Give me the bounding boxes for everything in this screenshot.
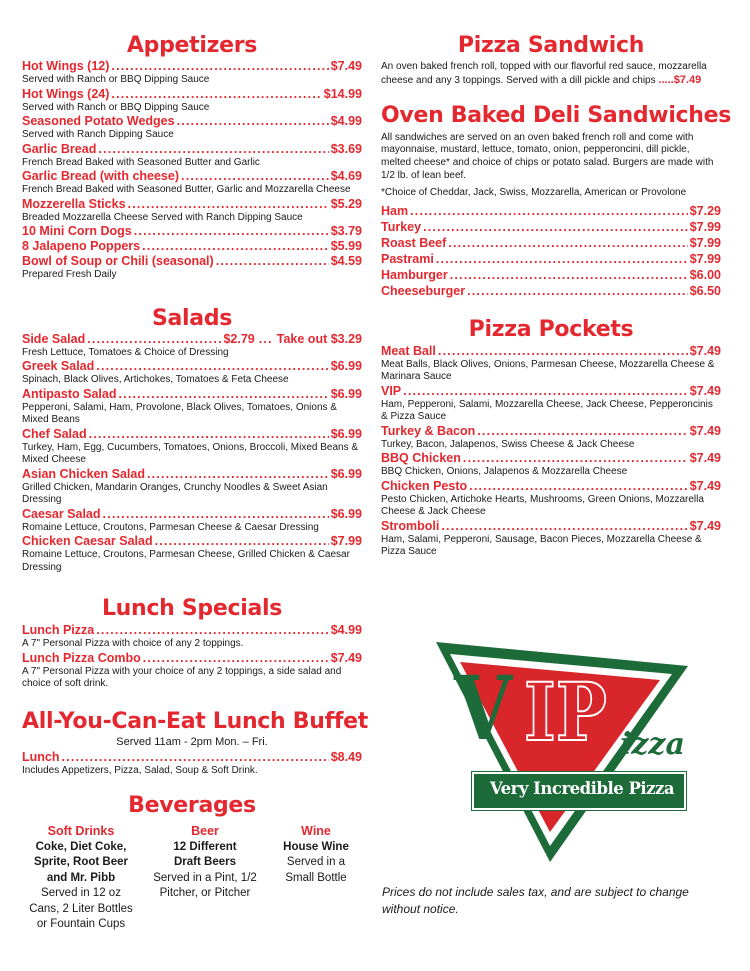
item-desc: Served with Ranch or BBQ Dipping Sauce [22, 101, 210, 113]
item-price: $7.29 [689, 203, 721, 218]
menu-item [381, 283, 721, 299]
menu-entry [381, 219, 721, 235]
menu-item [22, 467, 362, 482]
deli-desc: All sandwiches are served on an oven baked french roll and come with mayonnaise, mustard, lettuce, tomato, onion, pepperoncini, dill pickle, melted cheese* and choice of chips or potato salad. Burgers are made with 1/2 lb. of lean beef. [381, 131, 714, 181]
menu-entry [381, 251, 721, 267]
menu-item [22, 534, 362, 549]
item-desc: Pepperoni, Salami, Ham, Provolone, Black Olives, Tomatoes, Onions & Mixed Beans [22, 401, 337, 425]
item-name: Cheeseburger [381, 283, 466, 298]
menu-item [22, 359, 362, 374]
menu-entry [22, 224, 362, 239]
item-name: BBQ Chicken [381, 451, 461, 466]
leader-dots [469, 479, 688, 494]
menu-item [381, 203, 721, 219]
item-price: $7.99 [330, 534, 362, 548]
menu-entry [22, 651, 362, 691]
menu-entry [381, 235, 721, 251]
menu-entry [22, 623, 362, 651]
leader-dots [98, 142, 328, 157]
menu-entry [22, 254, 362, 282]
menu-entry [22, 87, 362, 115]
beverage-item: Coke, Diet Coke, [35, 840, 127, 853]
menu-entry [22, 507, 362, 535]
item-price: $2.79 [223, 331, 255, 346]
item-name: Turkey & Bacon [381, 423, 476, 438]
menu-item [22, 239, 362, 254]
leader-dots [410, 203, 688, 219]
item-name: VIP [381, 383, 402, 398]
menu-item [22, 507, 362, 522]
leader-dots [467, 283, 688, 299]
buffet-item [22, 750, 362, 778]
salad-list [22, 359, 362, 574]
deli-title: Oven Baked Deli Sandwiches [381, 102, 732, 128]
item-price: $7.49 [689, 383, 721, 398]
pockets-title: Pizza Pockets [468, 316, 634, 342]
menu-entry [22, 169, 362, 197]
menu-entry [381, 451, 721, 479]
item-name: Lunch [22, 749, 60, 764]
menu-entry [22, 427, 362, 467]
item-desc: Meat Balls, Black Olives, Onions, Parmesan Cheese, Mozzarella Cheese & Marinara Sauce [381, 358, 715, 383]
beverage-beer [146, 824, 264, 933]
menu-item [22, 332, 362, 347]
menu-item [381, 519, 721, 534]
item-price: $6.00 [689, 267, 721, 282]
menu-item [22, 169, 362, 184]
side-salad [22, 332, 362, 360]
beverage-serving: Served in a Pint, 1/2 [153, 871, 257, 884]
left-column [22, 0, 368, 933]
menu-item [22, 651, 362, 666]
menu-entry [22, 534, 362, 574]
item-price: $7.99 [689, 251, 721, 266]
item-desc: Ham, Salami, Pepperoni, Sausage, Bacon Pieces, Mozzarella Cheese & Pizza Sauce [381, 533, 702, 558]
item-name: Chicken Caesar Salad [22, 534, 153, 548]
item-name: 10 Mini Corn Dogs [22, 224, 132, 238]
item-name: Turkey [381, 219, 422, 234]
menu-item [381, 344, 721, 359]
item-price: $7.49 [689, 518, 721, 533]
item-name: Roast Beef [381, 235, 447, 250]
item-name: Seasoned Potato Wedges [22, 114, 175, 128]
item-price: $6.99 [330, 506, 362, 521]
menu-entry [22, 467, 362, 507]
takeout-price: Take out $3.29 [276, 331, 362, 346]
item-desc: French Bread Baked with Seasoned Butter, Garlic and Mozzarella Cheese [22, 184, 351, 195]
item-desc: Served with Ranch or BBQ Dipping Sauce [22, 74, 210, 85]
item-price: $7.49 [689, 343, 721, 358]
menu-entry [381, 267, 721, 283]
beverage-serving: Small Bottle [285, 871, 347, 884]
price-notice: Prices do not include sales tax, and are subject to change without notice. [382, 885, 689, 916]
logo-tagline: Very Incredible Pizza [489, 779, 675, 798]
logo-izza: izza [620, 727, 685, 762]
menu-item [22, 114, 362, 129]
menu-entry [381, 203, 721, 219]
menu-item [22, 224, 362, 239]
beverage-item: and Mr. Pibb [46, 871, 116, 884]
deli-note: *Choice of Cheddar, Jack, Swiss, Mozzarella, American or Provolone [381, 186, 687, 198]
item-price: $7.49 [689, 478, 721, 493]
item-name: Chef Salad [22, 426, 87, 441]
item-name: Hot Wings (12) [22, 59, 110, 73]
buffet-hours: Served 11am - 2pm Mon. – Fri. [116, 735, 268, 748]
leader-dots [134, 224, 329, 239]
item-name: Stromboli [381, 518, 440, 533]
item-price: $8.49 [330, 749, 362, 764]
menu-item [381, 451, 721, 466]
item-price: $3.69 [330, 141, 362, 156]
leader-dots [423, 219, 688, 235]
leader-dots [142, 239, 329, 254]
right-column [381, 0, 732, 559]
lunch-list [22, 623, 362, 691]
item-price: $7.49 [689, 423, 721, 438]
menu-entry [381, 479, 721, 519]
beverage-wine [270, 824, 362, 933]
menu-entry [22, 59, 362, 87]
logo-letter-v: V [454, 656, 513, 760]
leader-dots [147, 467, 329, 482]
beverage-serving: Cans, 2 Liter Bottles [29, 902, 133, 915]
beverage-heading: Beer [191, 824, 219, 838]
item-price: $14.99 [323, 86, 362, 101]
item-price: $6.99 [330, 359, 362, 373]
item-price: $4.69 [330, 169, 362, 183]
pizza-sandwich-desc [381, 61, 721, 88]
leader-dots [441, 519, 687, 534]
item-name: Side Salad [22, 331, 86, 346]
menu-entry [22, 197, 362, 225]
leader-dots [143, 651, 329, 666]
item-name: Hot Wings (24) [22, 86, 110, 101]
beverage-item: House Wine [283, 840, 349, 853]
leader-dots [477, 424, 687, 439]
beverage-serving: or Fountain Cups [36, 918, 126, 930]
deli-list [381, 203, 721, 299]
item-price: $3.79 [330, 224, 362, 238]
lunch-title: Lunch Specials [101, 596, 283, 621]
leader-dots [87, 332, 221, 347]
leader-dots [96, 623, 328, 638]
item-desc: Includes Appetizers, Pizza, Salad, Soup & Soft Drink. [22, 764, 258, 776]
leader-dots [436, 251, 688, 267]
menu-entry [22, 239, 362, 254]
item-name: Lunch Pizza Combo [22, 650, 141, 665]
menu-item [22, 87, 362, 102]
item-price: $6.50 [689, 283, 721, 298]
item-price: $4.99 [330, 114, 362, 128]
item-name: Lunch Pizza [22, 623, 95, 637]
item-name: Chicken Pesto [381, 478, 468, 493]
pizza-sandwich-text: An oven baked french roll, topped with our flavorful red sauce, mozzarella cheese and any 3 toppings. Served with a dill pickle and chips [381, 61, 707, 86]
item-price: $7.99 [689, 219, 721, 234]
item-name: Mozzerella Sticks [22, 196, 126, 211]
item-price: $4.59 [330, 254, 362, 268]
menu-item [22, 387, 362, 402]
menu-item [381, 384, 721, 399]
item-price: $5.29 [330, 196, 362, 211]
pocket-list [381, 344, 721, 559]
menu-entry [381, 519, 721, 559]
item-desc: BBQ Chicken, Onions, Jalapenos & Mozzarella Cheese [381, 466, 628, 478]
leader-dots [463, 451, 688, 466]
item-name: Greek Salad [22, 359, 95, 373]
item-desc: Grilled Chicken, Mandarin Oranges, Crunchy Noodles & Sweet Asian Dressing [22, 481, 328, 505]
leader-dots [96, 359, 328, 374]
item-price: $6.99 [330, 386, 362, 401]
item-desc: Pesto Chicken, Artichoke Hearts, Mushrooms, Green Onions, Mozzarella Cheese & Jack Cheese [381, 493, 704, 518]
item-name: Antipasto Salad [22, 386, 117, 401]
item-desc: Romaine Lettuce, Croutons, Parmesan Cheese & Caesar Dressing [22, 521, 319, 533]
leader-dots: ... [258, 331, 273, 346]
item-desc: Turkey, Bacon, Jalapenos, Swiss Cheese & Jack Cheese [381, 438, 635, 450]
logo-letters-ip: IP [524, 665, 607, 759]
menu-item [22, 623, 362, 638]
menu-entry [22, 387, 362, 427]
item-name: Asian Chicken Salad [22, 466, 145, 481]
item-desc: A 7" Personal Pizza with choice of any 2 toppings. [22, 638, 244, 649]
beverage-serving: Served in 12 oz [41, 887, 121, 899]
menu-entry [381, 283, 721, 299]
menu-item [381, 235, 721, 251]
menu-entry [381, 424, 721, 452]
item-name: Bowl of Soup or Chili (seasonal) [22, 254, 214, 268]
item-desc: Breaded Mozzarella Cheese Served with Ranch Dipping Sauce [22, 211, 303, 223]
leader-dots [181, 169, 329, 184]
menu-item [381, 251, 721, 267]
leader-dots [450, 267, 688, 283]
item-desc: Prepared Fresh Daily [22, 269, 117, 280]
item-price: $6.99 [330, 426, 362, 441]
menu-item [381, 479, 721, 494]
item-price: $7.49 [689, 451, 721, 466]
item-name: Garlic Bread [22, 141, 97, 156]
item-desc: Turkey, Ham, Egg, Cucumbers, Tomatoes, Onions, Broccoli, Mixed Beans & Mixed Cheese [22, 441, 359, 465]
menu-item [22, 427, 362, 442]
leader-dots [103, 507, 329, 522]
item-price: $5.99 [330, 239, 362, 253]
menu-entry [381, 384, 721, 424]
beverage-heading: Wine [301, 824, 331, 838]
beverages-title: Beverages [128, 793, 256, 818]
item-price: $6.99 [330, 466, 362, 481]
pizza-sandwich-title: Pizza Sandwich [457, 33, 645, 58]
menu-item [22, 254, 362, 269]
item-desc: A 7" Personal Pizza with your choice of any 2 toppings, a side salad and choice of soft drink. [22, 665, 342, 689]
item-desc: Ham, Pepperoni, Salami, Mozzarella Cheese, Jack Cheese, Pepperoncinis & Pizza Sauce [381, 398, 713, 423]
menu-item [22, 750, 362, 765]
item-name: Hamburger [381, 267, 448, 282]
item-desc: French Bread Baked with Seasoned Butter and Garlic [22, 156, 260, 168]
leader-dots [111, 87, 321, 102]
item-name: Garlic Bread (with cheese) [22, 169, 180, 183]
beverage-serving: Pitcher, or Pitcher [159, 887, 251, 899]
leader-dots [177, 114, 329, 129]
menu-item [22, 59, 362, 74]
item-desc: Romaine Lettuce, Croutons, Parmesan Cheese, Grilled Chicken & Caesar Dressing [22, 549, 350, 573]
pizza-sandwich-price: $7.49 [673, 73, 702, 86]
item-name: Meat Ball [381, 343, 436, 358]
leader-dots [438, 344, 688, 359]
menu-item [381, 267, 721, 283]
item-desc: Fresh Lettuce, Tomatoes & Choice of Dressing [22, 346, 229, 358]
leader-dots [403, 384, 688, 399]
beverage-item: Draft Beers [174, 856, 236, 868]
item-name: 8 Jalapeno Poppers [22, 239, 141, 253]
leader-dots [118, 387, 328, 402]
leader-dots [62, 750, 329, 765]
leader-dots [155, 534, 329, 549]
item-name: Ham [381, 203, 409, 218]
vip-pizza-logo [432, 636, 692, 866]
item-name: Pastrami [381, 251, 434, 266]
item-price: $7.49 [330, 650, 362, 665]
beverage-row [22, 824, 362, 933]
appetizers-title: Appetizers [126, 33, 258, 58]
menu-item [22, 142, 362, 157]
menu-entry [22, 142, 362, 170]
item-price: $7.49 [330, 59, 362, 73]
leader-dots [448, 235, 687, 251]
leader-dots [216, 254, 329, 269]
menu-entry [22, 114, 362, 142]
menu-item [22, 197, 362, 212]
buffet-title: All-You-Can-Eat Lunch Buffet [22, 708, 368, 734]
leader-dots [128, 197, 329, 212]
beverage-item: 12 Different [173, 840, 237, 853]
beverage-soft-drinks [22, 824, 140, 933]
salads-title: Salads [151, 305, 233, 331]
leader-dots [111, 59, 328, 74]
item-price: $4.99 [330, 623, 362, 637]
item-name: Caesar Salad [22, 506, 101, 521]
leader-dots [89, 427, 329, 442]
beverage-serving: Served in a [286, 856, 346, 868]
menu-item [381, 219, 721, 235]
leader-dots: ..... [658, 73, 674, 86]
item-desc: Spinach, Black Olives, Artichokes, Tomatoes & Feta Cheese [22, 374, 289, 385]
beverage-item: Sprite, Root Beer [34, 856, 128, 868]
menu-item [381, 424, 721, 439]
menu-entry [381, 344, 721, 384]
item-price: $7.99 [689, 235, 721, 250]
beverage-heading: Soft Drinks [47, 824, 115, 838]
item-desc: Served with Ranch Dipping Sauce [22, 129, 174, 140]
appetizer-list [22, 59, 362, 282]
menu-entry [22, 359, 362, 387]
